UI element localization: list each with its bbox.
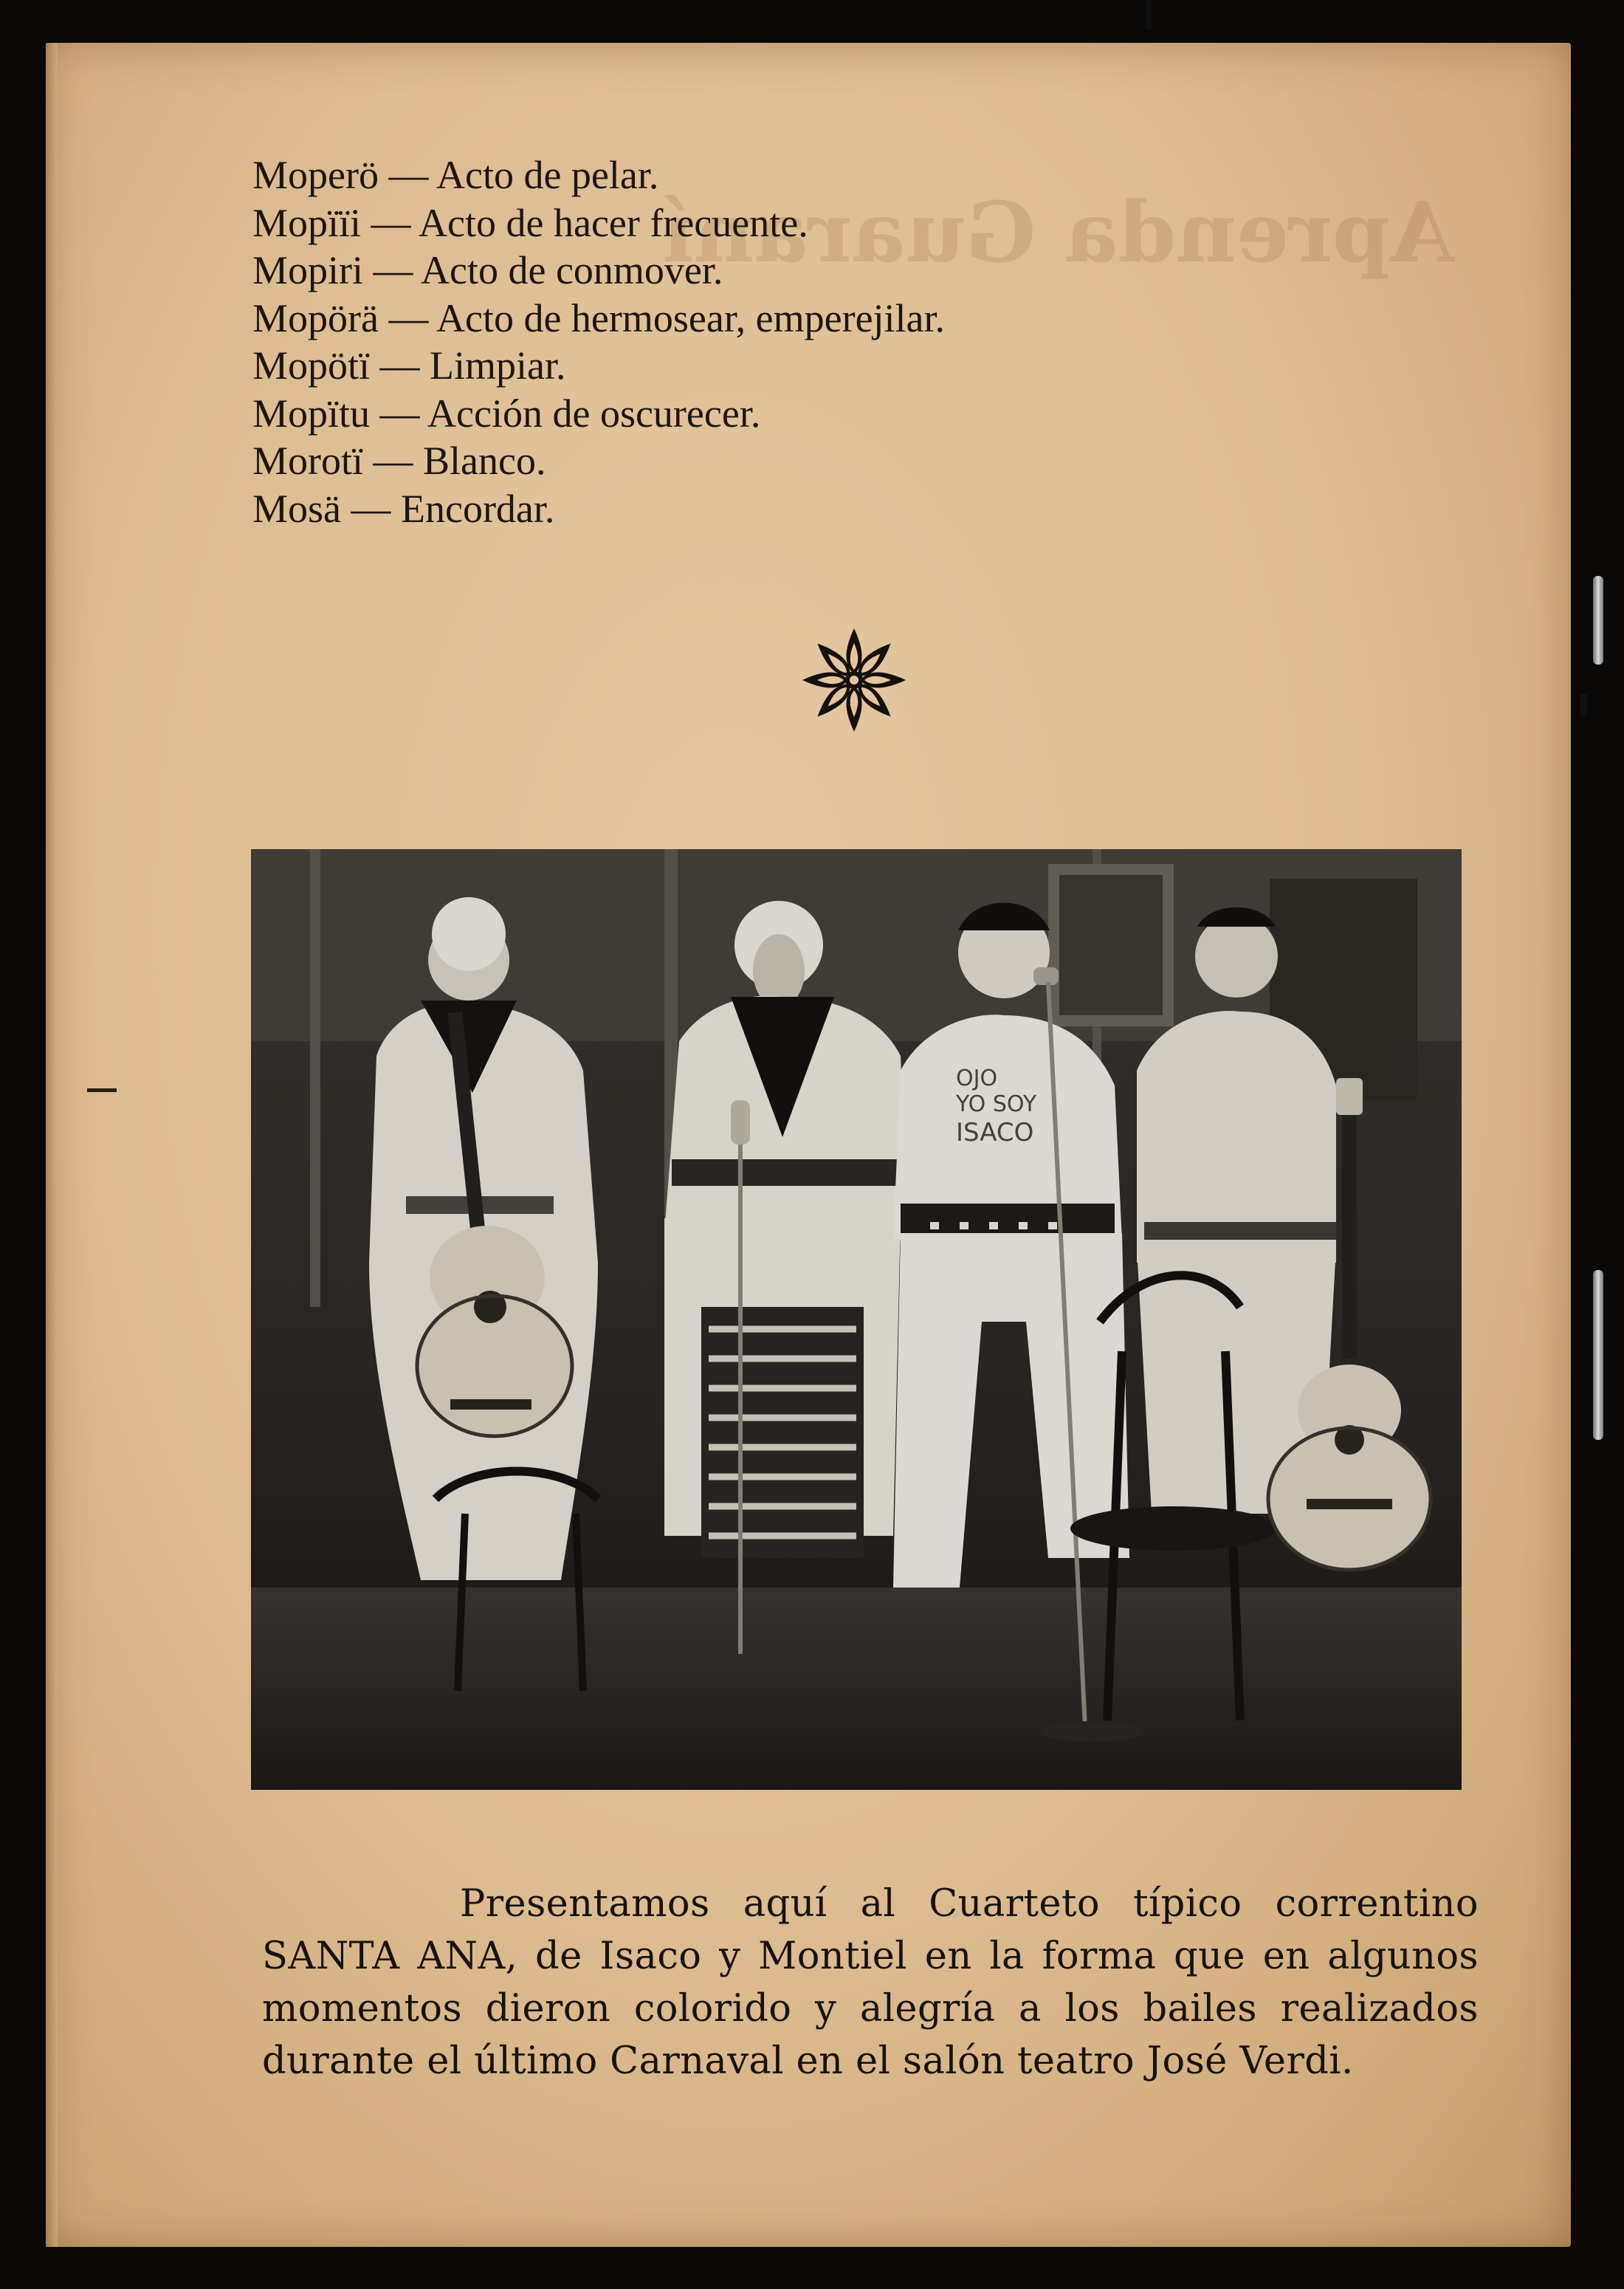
glossary-list <box>252 151 1138 532</box>
staple-top <box>1593 576 1603 665</box>
binding-mark-top <box>1146 0 1152 30</box>
show-through-text: Aprenda Guaraní <box>663 185 1454 281</box>
glossary-entry: Moperö — Acto de pelar. <box>252 153 659 197</box>
glossary-entry: Mosä — Encordar. <box>252 486 555 531</box>
flower-ornament-icon <box>799 625 909 735</box>
glossary-entry: Mopïtu — Acción de oscurecer. <box>252 391 761 436</box>
quartet-photograph <box>251 849 1462 1790</box>
glossary-entry: Mopiri — Acto de conmover. <box>252 248 723 292</box>
glossary-entry: Mopörä — Acto de hermosear, emperejilar. <box>252 295 946 340</box>
glossary-entry: Mopïïi — Acto de hacer frecuente. <box>252 200 808 245</box>
margin-dash <box>87 1088 117 1092</box>
page-edge <box>46 43 58 2247</box>
photo-caption: Presentamos aquí al Cuarteto típico correntino SANTA ANA, de Isaco y Montiel en la forma que en algunos momentos dieron colorido y alegría a los bailes realizados durante el último Carnaval en el salón teatro José Verdi. <box>262 1882 1479 2083</box>
binding-mark <box>1580 694 1587 716</box>
shirt-lettering: YO SOY <box>956 1091 1037 1117</box>
glossary-entry: Morotï — Blanco. <box>252 439 546 483</box>
shirt-lettering: OJO <box>956 1065 998 1091</box>
glossary-entry: Mopötï — Limpiar. <box>252 343 566 388</box>
shirt-lettering: ISACO <box>956 1118 1034 1147</box>
staple-bottom <box>1593 1270 1603 1440</box>
